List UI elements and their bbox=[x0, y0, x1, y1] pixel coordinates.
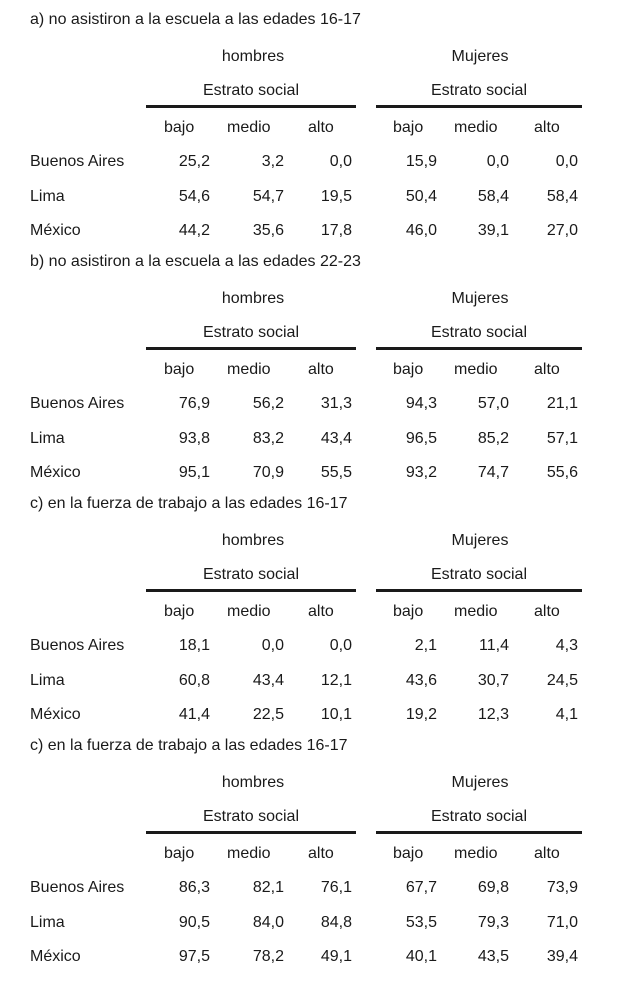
subheader-women: Estrato social bbox=[430, 808, 528, 825]
row-label: Lima bbox=[30, 672, 65, 689]
table-cell: 76,9 bbox=[178, 395, 210, 412]
table-cell: 3,2 bbox=[261, 153, 284, 170]
table-cell: 41,4 bbox=[178, 706, 210, 723]
column-header: bajo bbox=[393, 119, 424, 136]
table-cell: 69,8 bbox=[477, 879, 509, 896]
header-rule-women bbox=[376, 589, 582, 592]
table-cell: 76,1 bbox=[320, 879, 352, 896]
row-label: Lima bbox=[30, 188, 65, 205]
subheader-women: Estrato social bbox=[430, 82, 528, 99]
header-rule-men bbox=[146, 589, 356, 592]
table-cell: 50,4 bbox=[405, 188, 437, 205]
table-cell: 96,5 bbox=[405, 430, 437, 447]
table-cell: 43,5 bbox=[477, 948, 509, 965]
table-section-b bbox=[0, 242, 618, 484]
table-cell: 43,4 bbox=[252, 672, 284, 689]
column-header: medio bbox=[227, 119, 271, 136]
table-cell: 56,2 bbox=[252, 395, 284, 412]
group-header-men: hombres bbox=[221, 48, 285, 65]
table-cell: 54,6 bbox=[178, 188, 210, 205]
table-cell: 12,1 bbox=[320, 672, 352, 689]
table-cell: 54,7 bbox=[252, 188, 284, 205]
table-cell: 79,3 bbox=[477, 914, 509, 931]
table-cell: 85,2 bbox=[477, 430, 509, 447]
column-header: bajo bbox=[164, 845, 195, 862]
section-title: b) no asistiron a la escuela a las edades 22-23 bbox=[30, 253, 361, 270]
group-header-women: Mujeres bbox=[451, 532, 509, 549]
table-cell: 0,0 bbox=[329, 153, 352, 170]
column-header: alto bbox=[308, 845, 334, 862]
table-cell: 82,1 bbox=[252, 879, 284, 896]
table-section-d bbox=[0, 726, 618, 968]
header-rule-men bbox=[146, 347, 356, 350]
table-cell: 57,0 bbox=[477, 395, 509, 412]
row-label: Buenos Aires bbox=[30, 637, 125, 654]
column-header: alto bbox=[308, 119, 334, 136]
column-header: medio bbox=[227, 603, 271, 620]
table-cell: 73,9 bbox=[546, 879, 578, 896]
header-rule-women bbox=[376, 831, 582, 834]
table-cell: 49,1 bbox=[320, 948, 352, 965]
table-cell: 11,4 bbox=[479, 637, 509, 654]
table-cell: 84,8 bbox=[320, 914, 352, 931]
table-cell: 0,0 bbox=[555, 153, 578, 170]
row-label: Buenos Aires bbox=[30, 395, 125, 412]
group-header-women: Mujeres bbox=[451, 774, 509, 791]
table-cell: 67,7 bbox=[405, 879, 437, 896]
row-label: México bbox=[30, 222, 81, 239]
table-cell: 39,4 bbox=[546, 948, 578, 965]
table-cell: 18,1 bbox=[178, 637, 210, 654]
header-rule-women bbox=[376, 105, 582, 108]
header-rule-men bbox=[146, 831, 356, 834]
group-header-men: hombres bbox=[221, 532, 285, 549]
table-cell: 12,3 bbox=[477, 706, 509, 723]
column-header: medio bbox=[227, 845, 271, 862]
table-cell: 94,3 bbox=[405, 395, 437, 412]
row-label: México bbox=[30, 464, 81, 481]
table-cell: 95,1 bbox=[178, 464, 210, 481]
group-header-men: hombres bbox=[221, 774, 285, 791]
table-cell: 84,0 bbox=[252, 914, 284, 931]
table-cell: 44,2 bbox=[178, 222, 210, 239]
table-cell: 24,5 bbox=[546, 672, 578, 689]
group-header-men: hombres bbox=[221, 290, 285, 307]
table-cell: 2,1 bbox=[414, 637, 437, 654]
column-header: bajo bbox=[164, 119, 195, 136]
table-cell: 35,6 bbox=[252, 222, 284, 239]
table-cell: 4,1 bbox=[555, 706, 578, 723]
table-cell: 43,6 bbox=[405, 672, 437, 689]
table-cell: 43,4 bbox=[320, 430, 352, 447]
section-title: a) no asistiron a la escuela a las edades 16-17 bbox=[30, 11, 361, 28]
table-cell: 19,5 bbox=[320, 188, 352, 205]
column-header: bajo bbox=[393, 603, 424, 620]
column-header: bajo bbox=[393, 845, 424, 862]
table-cell: 57,1 bbox=[546, 430, 578, 447]
column-header: medio bbox=[454, 361, 498, 378]
table-section-c bbox=[0, 484, 618, 726]
column-header: medio bbox=[454, 119, 498, 136]
column-header: medio bbox=[227, 361, 271, 378]
section-title: c) en la fuerza de trabajo a las edades 16-17 bbox=[30, 737, 348, 754]
row-label: Buenos Aires bbox=[30, 153, 125, 170]
table-cell: 53,5 bbox=[405, 914, 437, 931]
table-cell: 55,6 bbox=[546, 464, 578, 481]
table-cell: 22,5 bbox=[252, 706, 284, 723]
column-header: alto bbox=[534, 119, 560, 136]
table-cell: 39,1 bbox=[477, 222, 509, 239]
row-label: Buenos Aires bbox=[30, 879, 125, 896]
table-cell: 90,5 bbox=[178, 914, 210, 931]
table-cell: 86,3 bbox=[178, 879, 210, 896]
subheader-women: Estrato social bbox=[430, 324, 528, 341]
column-header: bajo bbox=[393, 361, 424, 378]
table-cell: 4,3 bbox=[555, 637, 578, 654]
table-cell: 25,2 bbox=[178, 153, 210, 170]
table-cell: 0,0 bbox=[261, 637, 284, 654]
table-cell: 46,0 bbox=[405, 222, 437, 239]
table-cell: 31,3 bbox=[320, 395, 352, 412]
column-header: alto bbox=[534, 845, 560, 862]
header-rule-men bbox=[146, 105, 356, 108]
table-section-a bbox=[0, 0, 618, 242]
row-label: Lima bbox=[30, 430, 65, 447]
table-cell: 0,0 bbox=[329, 637, 352, 654]
subheader-men: Estrato social bbox=[202, 82, 300, 99]
table-cell: 27,0 bbox=[546, 222, 578, 239]
column-header: bajo bbox=[164, 361, 195, 378]
column-header: alto bbox=[534, 361, 560, 378]
table-cell: 93,8 bbox=[178, 430, 210, 447]
table-cell: 97,5 bbox=[178, 948, 210, 965]
table-cell: 58,4 bbox=[477, 188, 509, 205]
column-header: alto bbox=[308, 361, 334, 378]
column-header: alto bbox=[534, 603, 560, 620]
table-cell: 15,9 bbox=[405, 153, 437, 170]
table-cell: 0,0 bbox=[486, 153, 509, 170]
row-label: Lima bbox=[30, 914, 65, 931]
subheader-men: Estrato social bbox=[202, 566, 300, 583]
row-label: México bbox=[30, 948, 81, 965]
column-header: bajo bbox=[164, 603, 195, 620]
group-header-women: Mujeres bbox=[451, 290, 509, 307]
subheader-men: Estrato social bbox=[202, 808, 300, 825]
table-cell: 21,1 bbox=[546, 395, 578, 412]
section-title: c) en la fuerza de trabajo a las edades 16-17 bbox=[30, 495, 348, 512]
table-cell: 30,7 bbox=[477, 672, 509, 689]
column-header: alto bbox=[308, 603, 334, 620]
table-cell: 83,2 bbox=[252, 430, 284, 447]
table-cell: 60,8 bbox=[178, 672, 210, 689]
column-header: medio bbox=[454, 845, 498, 862]
table-cell: 19,2 bbox=[405, 706, 437, 723]
table-cell: 71,0 bbox=[546, 914, 578, 931]
table-cell: 78,2 bbox=[252, 948, 284, 965]
table-cell: 17,8 bbox=[320, 222, 352, 239]
table-cell: 58,4 bbox=[546, 188, 578, 205]
group-header-women: Mujeres bbox=[451, 48, 509, 65]
subheader-women: Estrato social bbox=[430, 566, 528, 583]
table-cell: 10,1 bbox=[320, 706, 352, 723]
row-label: México bbox=[30, 706, 81, 723]
column-header: medio bbox=[454, 603, 498, 620]
table-cell: 55,5 bbox=[320, 464, 352, 481]
table-cell: 93,2 bbox=[405, 464, 437, 481]
subheader-men: Estrato social bbox=[202, 324, 300, 341]
table-cell: 74,7 bbox=[477, 464, 509, 481]
table-cell: 40,1 bbox=[405, 948, 437, 965]
table-cell: 70,9 bbox=[252, 464, 284, 481]
header-rule-women bbox=[376, 347, 582, 350]
